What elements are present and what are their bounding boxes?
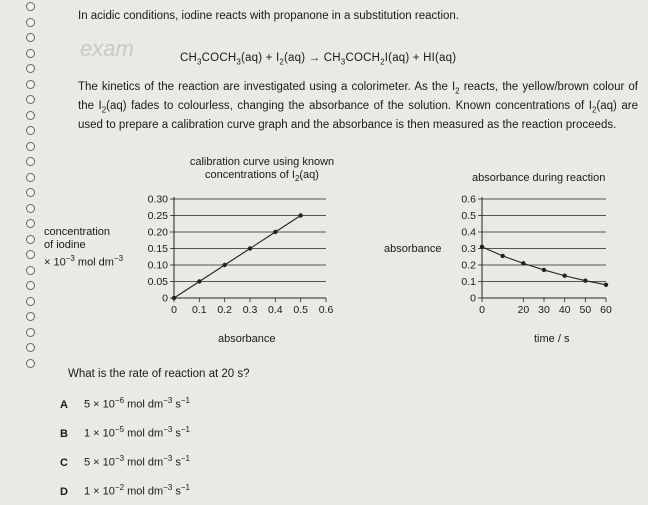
option-exponent: −5 xyxy=(114,425,125,434)
calibration-series-line xyxy=(174,216,301,299)
reaction-data-point xyxy=(562,274,566,278)
reaction-y-tick-label: 0.1 xyxy=(461,276,476,288)
reaction-x-label: time / s xyxy=(534,333,570,345)
reaction-series-line xyxy=(482,247,606,285)
option-letter: B xyxy=(60,427,68,440)
reaction-equation: $CH_3COCH_3(aq) + I_2(aq)$ → $CH_3COCH_2I(aq) + HI(aq)$ xyxy=(180,52,457,67)
option-a[interactable] xyxy=(60,396,190,411)
reaction-x-tick-label: 50 xyxy=(579,304,592,316)
option-unit-exponent: −3 xyxy=(163,396,173,405)
calibration-x-tick-label: 0 xyxy=(171,304,177,316)
calibration-data-point xyxy=(273,230,277,234)
option-unit: mol dm xyxy=(124,456,164,469)
calibration-x-label: absorbance xyxy=(218,333,276,345)
reaction-y-label: absorbance xyxy=(384,243,442,255)
reaction-y-tick-label: 0.5 xyxy=(461,210,476,222)
option-seconds-exponent: −1 xyxy=(180,483,190,492)
option-seconds-exponent: −1 xyxy=(180,396,190,405)
option-value: 5 × 10 xyxy=(84,398,115,411)
reaction-chart-title: absorbance during reaction xyxy=(472,172,606,184)
reaction-x-tick-label: 60 xyxy=(600,304,612,316)
reaction-data-point xyxy=(480,245,484,249)
calibration-data-point xyxy=(248,246,252,250)
reaction-data-point xyxy=(604,283,608,287)
calibration-y-tick-label: 0.25 xyxy=(147,210,168,222)
option-letter: C xyxy=(60,456,68,469)
option-seconds: s xyxy=(172,456,181,469)
reaction-y-tick-label: 0 xyxy=(470,292,476,305)
calibration-y-tick-label: 0 xyxy=(162,292,168,305)
option-seconds: s xyxy=(172,427,181,440)
calibration-y-tick-label: 0.20 xyxy=(147,226,168,239)
option-seconds-exponent: −1 xyxy=(180,454,190,463)
option-letter: D xyxy=(60,485,68,498)
calibration-y-tick-label: 0.30 xyxy=(147,193,168,206)
calibration-title: calibration curve using known concentrations of $I_2(aq)$ xyxy=(189,156,335,184)
calibration-x-tick-label: 0.5 xyxy=(293,304,308,316)
reaction-data-point xyxy=(583,278,587,282)
option-unit: mol dm xyxy=(124,427,164,440)
reaction-y-tick-label: 0.4 xyxy=(461,226,476,239)
option-unit-exponent: −3 xyxy=(163,483,173,492)
option-seconds: s xyxy=(172,485,181,498)
reaction-data-point xyxy=(500,254,504,258)
option-unit: mol dm xyxy=(124,398,164,411)
reaction-x-tick-label: 30 xyxy=(538,304,550,316)
calibration-data-point xyxy=(222,263,226,267)
option-value: 1 × 10 xyxy=(84,485,115,498)
option-b[interactable] xyxy=(60,425,190,440)
reaction-y-tick-label: 0.2 xyxy=(461,259,476,272)
calibration-y-label: concentration of iodine × $10^{-3}$ mol $dm^{-3}$ xyxy=(44,226,124,269)
reaction-x-tick-label: 40 xyxy=(558,304,571,316)
intro-text: In acidic conditions, iodine reacts with propanone in a substitution reaction. xyxy=(78,10,460,22)
option-letter: A xyxy=(60,398,68,411)
option-exponent: −6 xyxy=(114,396,125,405)
option-seconds: s xyxy=(172,398,181,411)
option-c[interactable] xyxy=(60,454,190,469)
option-exponent: −2 xyxy=(114,483,125,492)
calibration-x-tick-label: 0.4 xyxy=(268,304,283,316)
reaction-data-point xyxy=(521,261,525,265)
option-seconds-exponent: −1 xyxy=(180,425,190,434)
calibration-x-tick-label: 0.3 xyxy=(242,304,258,316)
calibration-y-tick-label: 0.10 xyxy=(147,259,168,272)
calibration-x-tick-label: 0.1 xyxy=(192,304,207,316)
option-d[interactable] xyxy=(60,483,190,498)
reaction-y-tick-label: 0.3 xyxy=(461,243,476,255)
method-paragraph: The kinetics of the reaction are investigated using a colorimeter. As the $I_2$ reacts, the yellow/brown colour of the $I_2(aq)$ fades to colourless, changing the absorbance of the solution. Known concentrations of $I_2(aq)$ are used to prepare a calibration curve graph and the absorbance is then measured as the reaction proceeds. xyxy=(78,81,638,131)
calibration-data-point xyxy=(298,213,302,217)
calibration-x-tick-label: 0.2 xyxy=(217,304,232,316)
calibration-data-point xyxy=(197,279,201,283)
reaction-x-tick-label: 0 xyxy=(479,304,485,316)
reaction-y-tick-label: 0.6 xyxy=(461,193,476,206)
option-unit-exponent: −3 xyxy=(163,425,173,434)
option-exponent: −3 xyxy=(114,454,125,463)
calibration-x-tick-label: 0.6 xyxy=(318,304,334,316)
option-unit-exponent: −3 xyxy=(163,454,173,463)
reaction-data-point xyxy=(542,268,546,272)
option-value: 1 × 10 xyxy=(84,427,115,440)
watermark: exam xyxy=(80,36,134,61)
option-unit: mol dm xyxy=(124,485,164,498)
option-value: 5 × 10 xyxy=(84,456,115,469)
calibration-data-point xyxy=(172,296,176,300)
calibration-y-tick-label: 0.15 xyxy=(147,243,168,255)
question-text: What is the rate of reaction at 20 s? xyxy=(68,368,250,380)
calibration-y-tick-label: 0.05 xyxy=(147,276,168,288)
reaction-x-tick-label: 20 xyxy=(517,304,530,316)
